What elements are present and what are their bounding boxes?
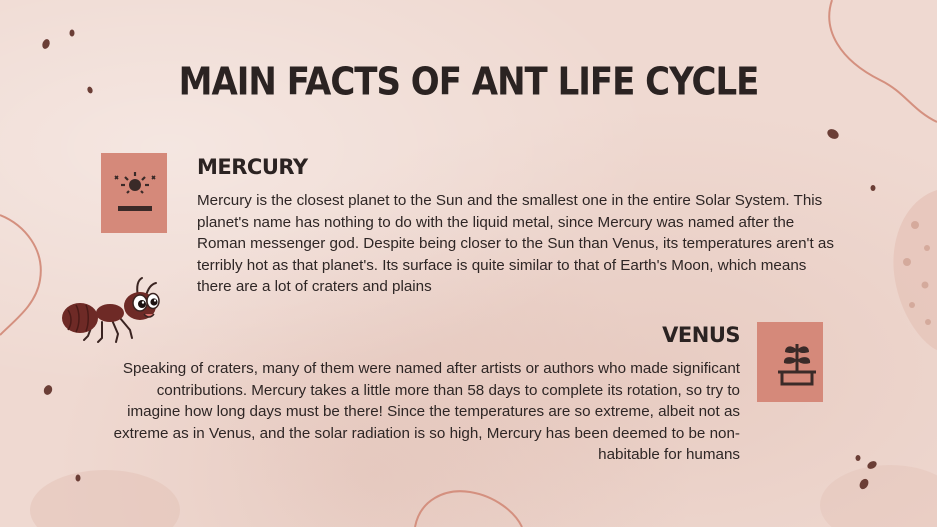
plant-sprout-icon [757,322,823,402]
outline-curve-bottom [415,491,522,527]
cartoon-ant-illustration [58,276,168,348]
section-heading-mercury: MERCURY [197,155,308,179]
outline-curve-left [0,215,41,335]
ant-thorax [96,304,124,322]
section-text-venus: Speaking of craters, many of them were named after artists or authors who made significant contributions. Mercury takes a little more than 58 days to complete its rotation, so try to imagine how long days must be there! Since the temperatures are so extreme, albeit not as extreme as in Venus, and the solar radiation is so high, Mercury has been deemed to be non-habitable for humans [113,360,740,463]
section-heading-venus: VENUS [662,323,740,347]
soft-blob-bottom-left [30,470,180,527]
slide-title: MAIN FACTS OF ANT LIFE CYCLE [178,59,759,105]
section-text-mercury: Mercury is the closest planet to the Sun and the smallest one in the entire Solar System. This planet's name has nothing to do with the liquid metal, since Mercury was named after the Roman messenger god. Despite being closer to the Sun than Venus, its temperatures aren't as terribly hot as that planet's. Its surface is quite similar to that of Earth's Moon, which means there are a lot of craters and plains [197,192,834,295]
patterned-blob-right [893,190,937,350]
soft-blob-bottom-right [820,465,937,527]
ant-abdomen [62,303,98,333]
sun-over-line-icon [101,153,167,233]
